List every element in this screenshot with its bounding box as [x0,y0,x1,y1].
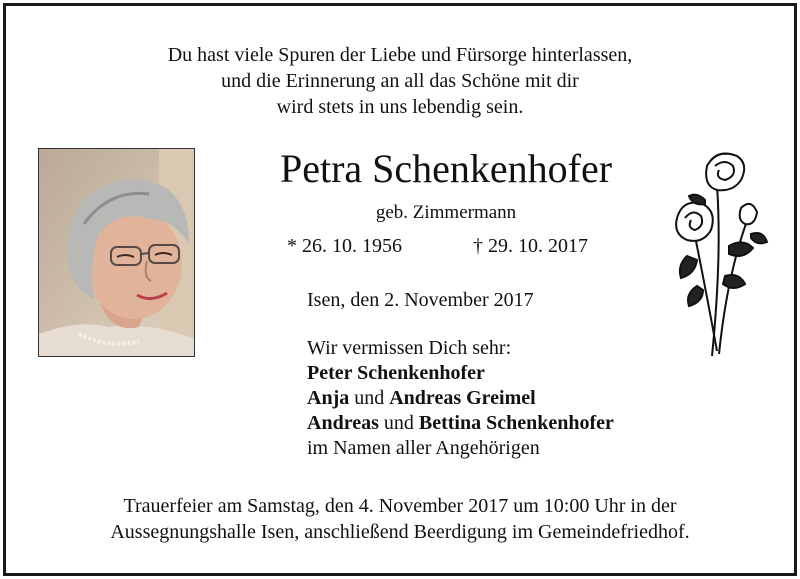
portrait-photo [38,148,195,357]
funeral-notice [6,493,794,545]
place-date: Isen, den 2. November 2017 [307,289,534,311]
obituary-frame [3,3,797,576]
poem-line: und die Erinnerung an all das Schöne mit dir [221,70,579,92]
birth-name: geb. Zimmermann [375,202,517,223]
rose-icon [667,146,771,360]
memorial-poem [6,42,794,120]
mourner-line [307,361,614,386]
funeral-line: Aussegnungshalle Isen, anschließend Beerdigung im Gemeindefriedhof. [110,521,690,543]
funeral-line: Trauerfeier am Samstag, den 4. November 2017 um 10:00 Uhr in der [123,495,677,517]
mourner-name: Anja [307,387,350,409]
mourners-outro: im Namen aller Angehörigen [307,437,540,459]
mourner-name: Andreas [307,412,379,434]
mourner-line [307,386,614,411]
family-block [307,288,614,461]
birth-date: * 26. 10. 1956 [287,235,402,257]
conjunction: und [378,412,419,434]
mourner-name: Andreas Greimel [389,387,536,409]
death-date: † 29. 10. 2017 [473,235,588,257]
poem-line: Du hast viele Spuren der Liebe und Fürsorge hinterlassen, [167,44,633,66]
rose-drawing [667,146,771,360]
portrait-illustration [39,149,194,356]
conjunction: und [349,387,390,409]
mourner-line [307,411,614,436]
mourners-intro: Wir vermissen Dich sehr: [307,337,512,359]
mourner-name: Bettina Schenkenhofer [418,412,614,434]
poem-line: wird stets in uns lebendig sein. [276,96,524,118]
deceased-name: Petra Schenkenhofer [279,146,613,191]
mourner-name: Peter Schenkenhofer [307,362,485,384]
